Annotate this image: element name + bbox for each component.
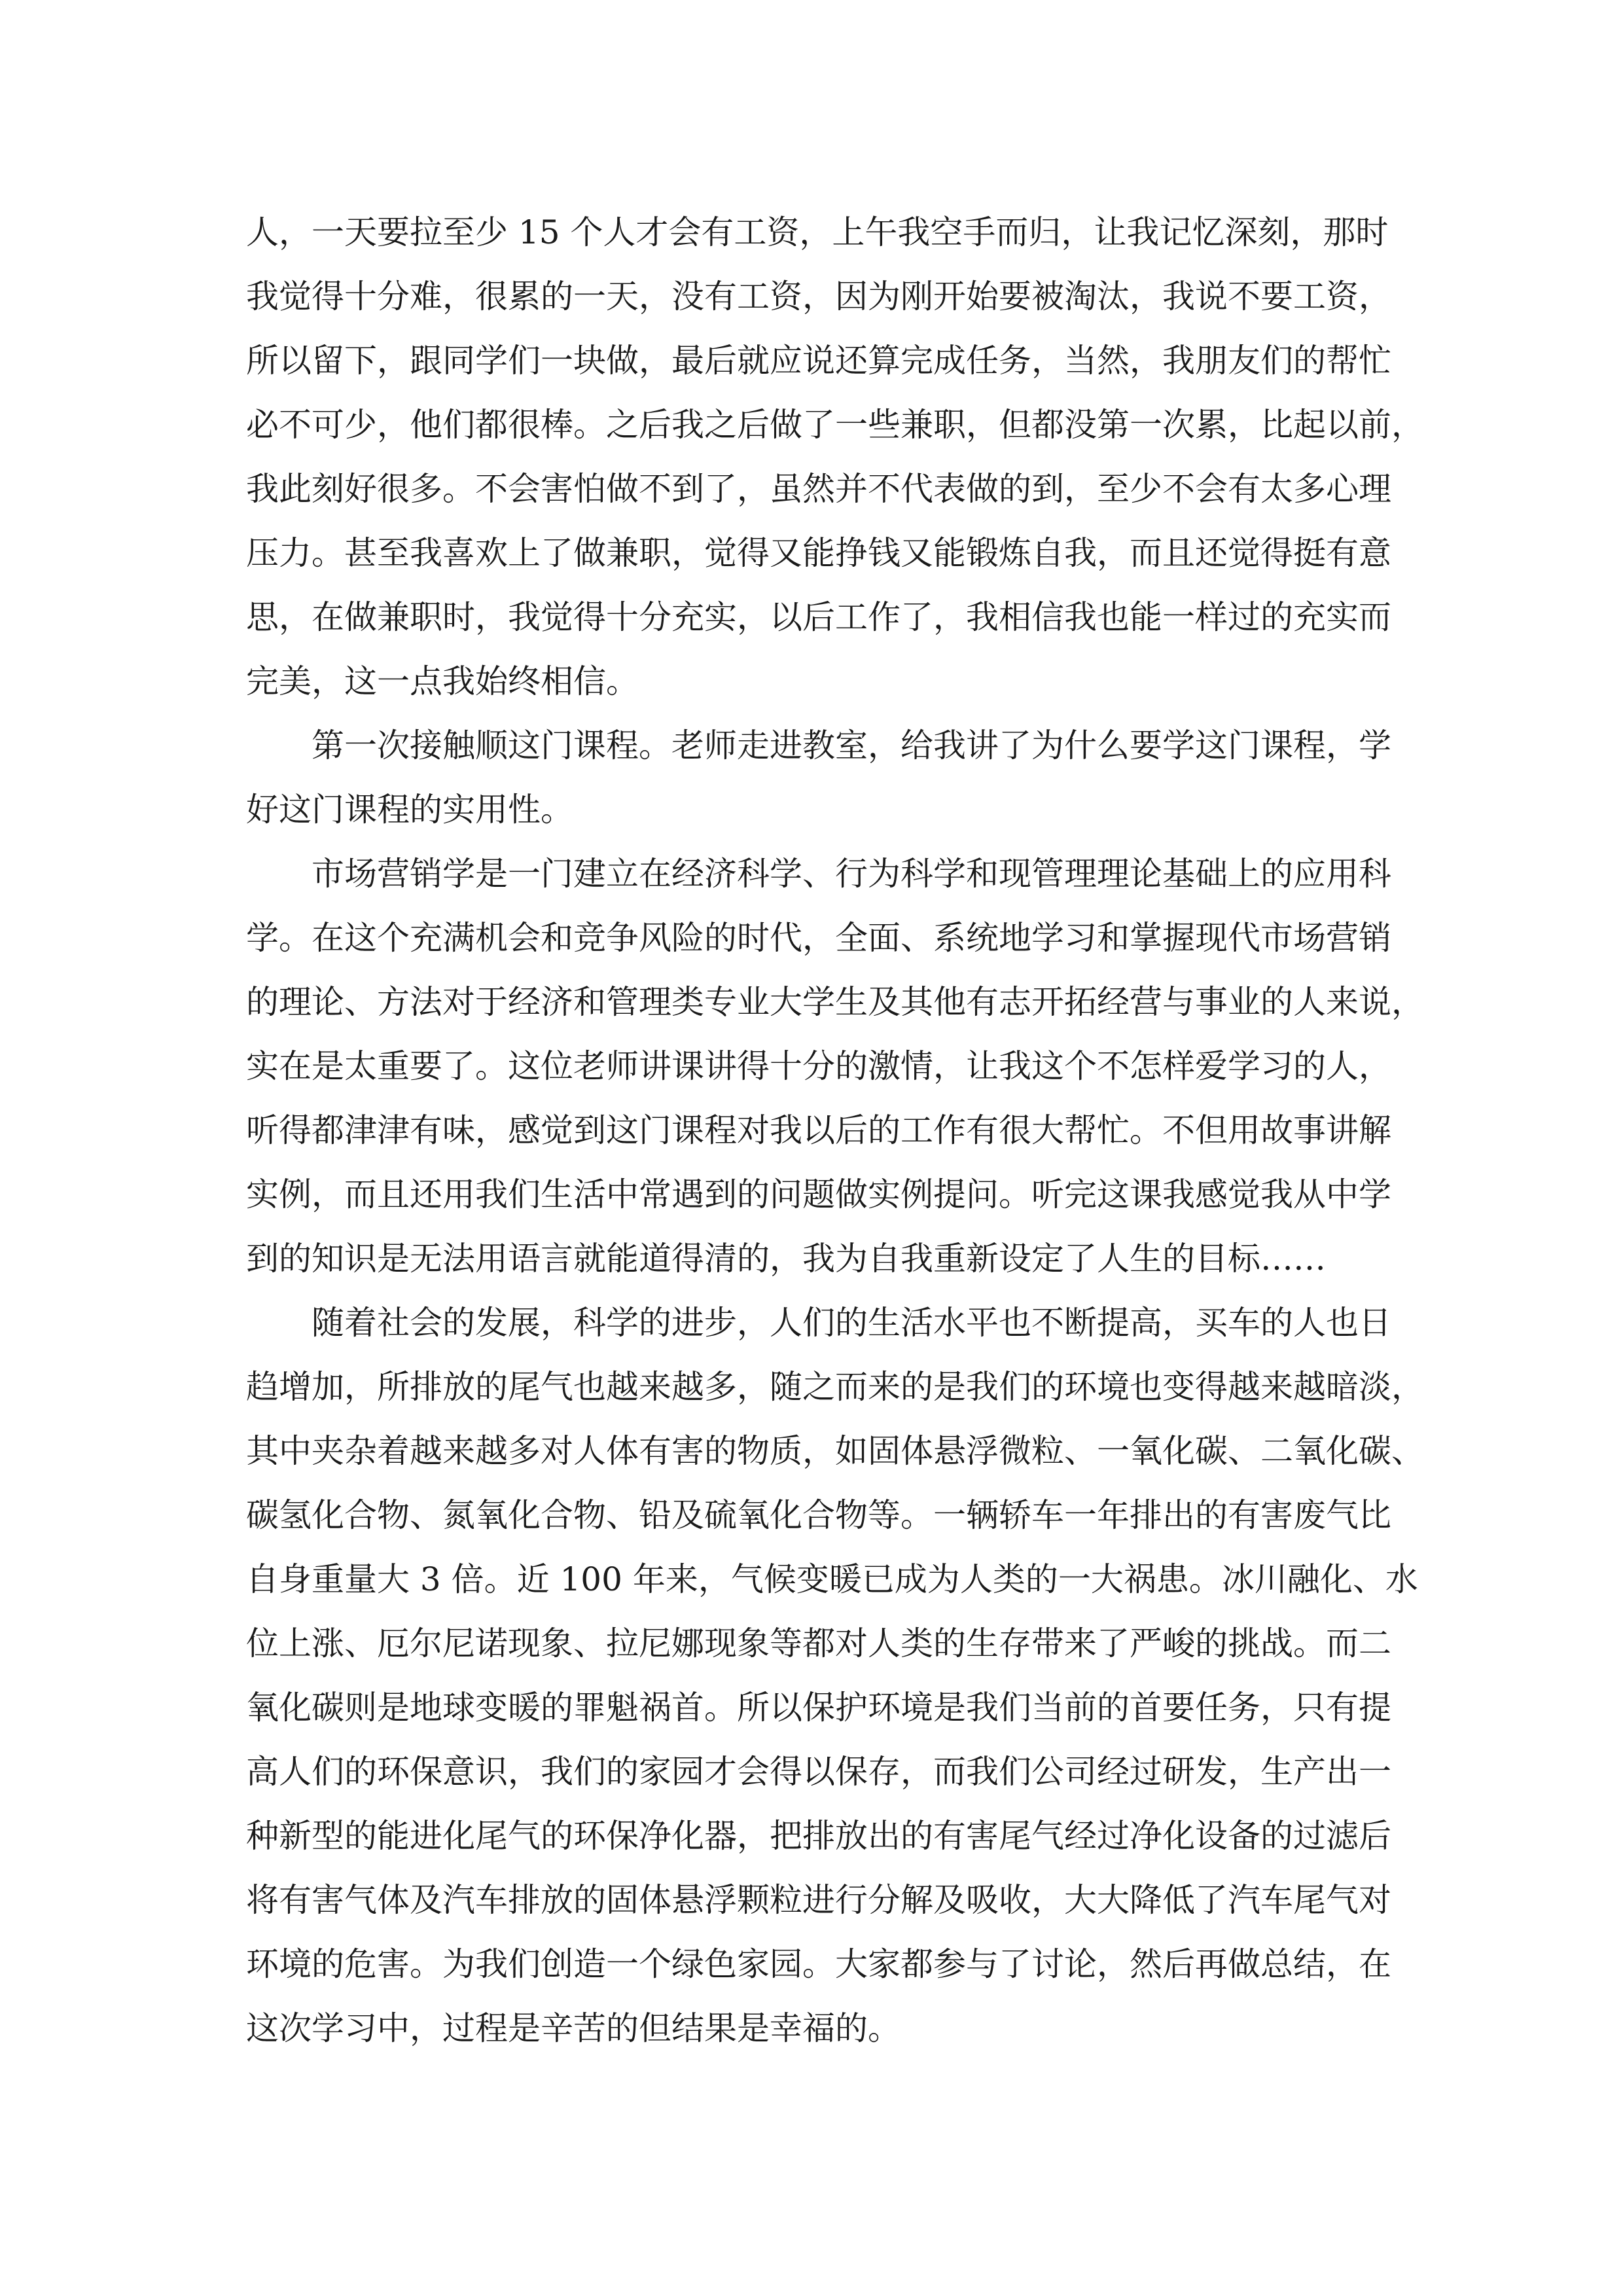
text-line: 种新型的能进化尾气的环保净化器，把排放出的有害尾气经过净化设备的过滤后 — [246, 1817, 1391, 1855]
text-line: 必不可少，他们都很棒。之后我之后做了一些兼职，但都没第一次累，比起以前， — [246, 406, 1424, 444]
text-line: 人，一天要拉至少 15 个人才会有工资，上午我空手而归，让我记忆深刻，那时 — [246, 213, 1389, 251]
text-line: 自身重量大 3 倍。近 100 年来，气候变暖已成为人类的一大祸患。冰川融化、水 — [246, 1560, 1418, 1598]
text-line: 听得都津津有味，感觉到这门课程对我以后的工作有很大帮忙。不但用故事讲解 — [246, 1111, 1391, 1149]
text-line: 环境的危害。为我们创造一个绿色家园。大家都参与了讨论，然后再做总结，在 — [246, 1945, 1391, 1983]
text-line: 将有害气体及汽车排放的固体悬浮颗粒进行分解及吸收，大大降低了汽车尾气对 — [246, 1881, 1391, 1919]
text-line: 氧化碳则是地球变暖的罪魁祸首。所以保护环境是我们当前的首要任务，只有提 — [246, 1689, 1391, 1727]
paragraph — [246, 1291, 1424, 2060]
text-line: 思，在做兼职时，我觉得十分充实，以后工作了，我相信我也能一样过的充实而 — [246, 598, 1391, 636]
paragraph — [246, 842, 1424, 1291]
text-line: 我觉得十分难，很累的一天，没有工资，因为刚开始要被淘汰，我说不要工资， — [246, 278, 1391, 315]
text-line: 实例，而且还用我们生活中常遇到的问题做实例提问。听完这课我感觉我从中学 — [246, 1175, 1391, 1213]
text-line: 好这门课程的实用性。 — [246, 791, 573, 829]
text-line: 学。在这个充满机会和竞争风险的时代，全面、系统地学习和掌握现代市场营销 — [246, 919, 1391, 957]
text-line: 随着社会的发展，科学的进步，人们的生活水平也不断提高，买车的人也日 — [312, 1304, 1391, 1342]
text-line: 的理论、方法对于经济和管理类专业大学生及其他有志开拓经营与事业的人来说， — [246, 983, 1424, 1021]
text-line: 市场营销学是一门建立在经济科学、行为科学和现管理理论基础上的应用科 — [312, 855, 1391, 893]
body-text — [246, 200, 1424, 2060]
paragraph — [246, 200, 1424, 713]
text-line: 第一次接触顺这门课程。老师走进教室，给我讲了为什么要学这门课程，学 — [312, 726, 1391, 764]
text-line: 到的知识是无法用语言就能道得清的，我为自我重新设定了人生的目标…… — [246, 1240, 1326, 1278]
text-line: 压力。甚至我喜欢上了做兼职，觉得又能挣钱又能锻炼自我，而且还觉得挺有意 — [246, 534, 1391, 572]
text-line: 碳氢化合物、氮氧化合物、铅及硫氧化合物等。一辆轿车一年排出的有害废气比 — [246, 1496, 1391, 1534]
text-line: 我此刻好很多。不会害怕做不到了，虽然并不代表做的到，至少不会有太多心理 — [246, 470, 1391, 508]
paragraph — [246, 713, 1391, 842]
text-line: 这次学习中，过程是辛苦的但结果是幸福的。 — [246, 2009, 901, 2047]
text-line: 所以留下，跟同学们一块做，最后就应说还算完成任务，当然，我朋友们的帮忙 — [246, 342, 1391, 380]
text-line: 完美，这一点我始终相信。 — [246, 662, 639, 700]
text-line: 位上涨、厄尔尼诺现象、拉尼娜现象等都对人类的生存带来了严峻的挑战。而二 — [246, 1624, 1391, 1662]
text-line: 趋增加，所排放的尾气也越来越多，随之而来的是我们的环境也变得越来越暗淡， — [246, 1368, 1424, 1406]
text-line: 实在是太重要了。这位老师讲课讲得十分的激情，让我这个不怎样爱学习的人， — [246, 1047, 1391, 1085]
text-line: 高人们的环保意识，我们的家园才会得以保存，而我们公司经过研发，生产出一 — [246, 1753, 1391, 1791]
text-line: 其中夹杂着越来越多对人体有害的物质，如固体悬浮微粒、一氧化碳、二氧化碳、 — [246, 1432, 1424, 1470]
